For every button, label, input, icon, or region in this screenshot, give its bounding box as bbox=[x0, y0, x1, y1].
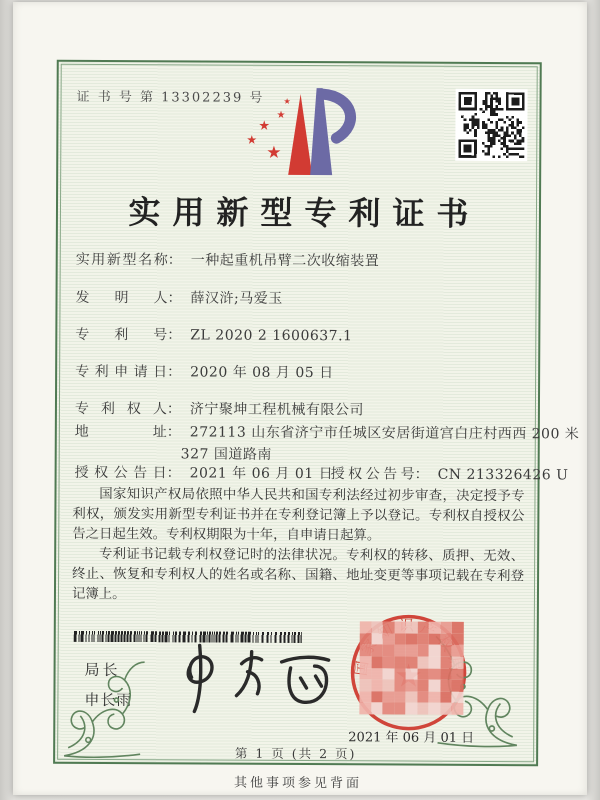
field-grant-number: 授权公告号： CN 213326426 U bbox=[331, 463, 569, 484]
certificate-paper bbox=[13, 2, 587, 795]
field-value: 2020 年 08 月 05 日 bbox=[190, 364, 334, 382]
svg-text:★: ★ bbox=[266, 142, 282, 163]
field-filing-date: 专利申请日： 2020 年 08 月 05 日 bbox=[75, 361, 334, 382]
field-patentee: 专利权人： 济宁聚坤工程机械有限公司 bbox=[75, 398, 364, 420]
official-title: 局长 bbox=[84, 660, 121, 680]
field-value: 薛汉浒;马爱玉 bbox=[190, 290, 283, 307]
legal-paragraph-1: 国家知识产权局依照中华人民共和国专利法经过初步审查，决定授予专利权，颁发实用新型专利证书并在专利登记簿上予以登记。专利权自授权公告之日起生效。专利权期限为十年，自申请日起算。 bbox=[72, 486, 525, 544]
page-indicator: 第 1 页 (共 2 页) bbox=[234, 745, 357, 762]
certificate-title: 实用新型专利证书 bbox=[128, 193, 481, 233]
field-value-line1: 272113 山东省济宁市任城区安居街道宫白庄村西西 200 米 bbox=[189, 424, 580, 443]
field-label: 发明人 bbox=[75, 289, 168, 307]
field-inventor: 发明人： 薛汉浒;马爱玉 bbox=[75, 287, 282, 308]
field-label: 专利号 bbox=[75, 326, 168, 344]
logo-purple-stem bbox=[310, 88, 332, 175]
field-utility-model-name: 实用新型名称： 一种起重机吊臂二次收缩装置 bbox=[76, 249, 380, 271]
official-name: 申长雨 bbox=[84, 690, 133, 710]
svg-text:★: ★ bbox=[283, 96, 291, 106]
seal-censor-mosaic bbox=[359, 621, 463, 715]
svg-text:★: ★ bbox=[258, 118, 271, 134]
field-label: 专利申请日 bbox=[75, 363, 168, 381]
field-label: 授权公告日 bbox=[74, 464, 167, 482]
back-side-note: 其他事项参见背面 bbox=[233, 775, 363, 792]
field-value: CN 213326426 U bbox=[437, 466, 569, 484]
field-label: 专利权人 bbox=[74, 400, 167, 418]
field-patent-number: 专利号： ZL 2020 2 1600637.1 bbox=[75, 324, 352, 345]
field-value: 济宁聚坤工程机械有限公司 bbox=[189, 401, 364, 419]
qr-code bbox=[455, 89, 527, 161]
corner-ornament-bottom-left bbox=[56, 650, 149, 762]
certificate bbox=[11, 1, 589, 797]
field-value-line2: 327 国道路南 bbox=[180, 446, 272, 463]
field-value: 2021 年 06 月 01 日 bbox=[189, 465, 334, 483]
logo-red-wedge bbox=[288, 94, 312, 175]
cnipa-logo-icon bbox=[236, 78, 367, 189]
field-grant-row: 授权公告日： 2021 年 06 月 01 日 授权公告号： CN 213326426 U bbox=[75, 462, 525, 484]
field-label: 地址 bbox=[74, 423, 167, 441]
seal-date: 2021 年 06 月 01 日 bbox=[348, 730, 475, 746]
svg-text:★: ★ bbox=[246, 132, 258, 147]
field-label: 授权公告号 bbox=[330, 466, 415, 483]
legal-paragraph-2: 专利证书记载专利权登记时的法律状况。专利权的转移、质押、无效、终止、恢复和专利权人的姓名或名称、国籍、地址变更等事项记载在专利登记簿上。 bbox=[71, 546, 525, 603]
legal-text bbox=[72, 485, 525, 607]
field-value: ZL 2020 2 1600637.1 bbox=[190, 327, 353, 345]
svg-text:★: ★ bbox=[276, 109, 286, 121]
field-value: 一种起重机吊臂二次收缩装置 bbox=[190, 252, 380, 270]
signature-handwriting bbox=[161, 635, 356, 720]
field-address: 地址： 272113 山东省济宁市任城区安居街道宫白庄村西西 200 米 327 国道路南 bbox=[75, 421, 580, 466]
certificate-number: 证 书 号 第 13302239 号 bbox=[76, 89, 265, 106]
field-label: 实用新型名称 bbox=[75, 251, 168, 269]
